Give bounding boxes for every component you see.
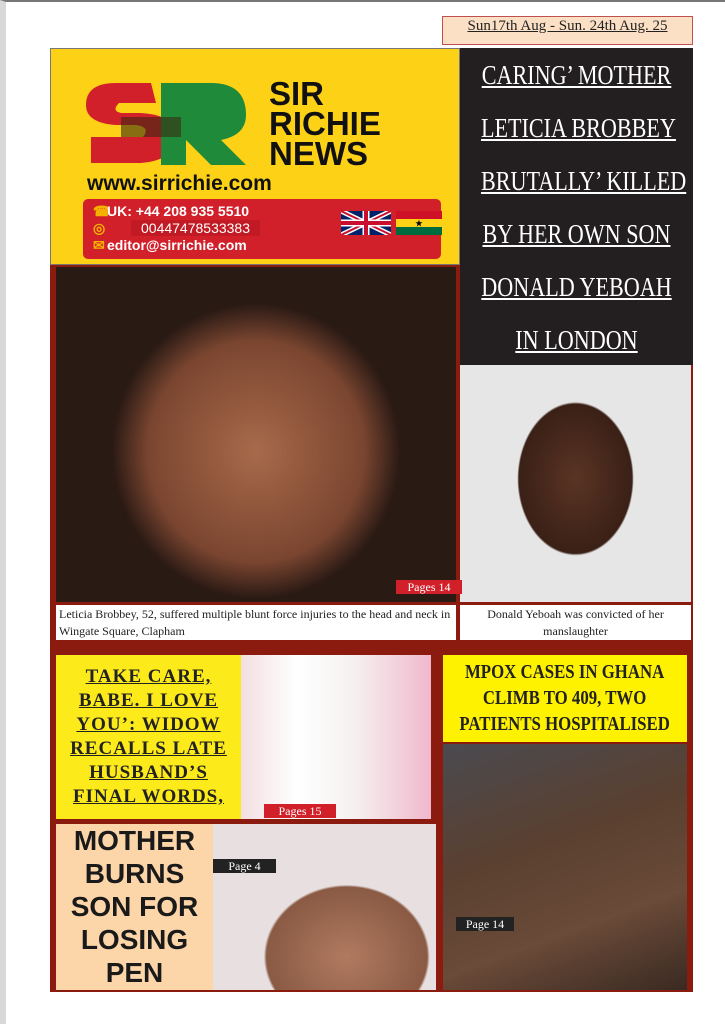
lead-headline-line[interactable]: BY HER OWN SON bbox=[482, 219, 671, 249]
lead-headline-line[interactable]: CARING’ MOTHER bbox=[481, 60, 672, 90]
sr-logo bbox=[81, 75, 251, 170]
brand-line: RICHIE bbox=[269, 105, 381, 142]
mother-headline-line: LOSING bbox=[80, 924, 189, 955]
page-label[interactable]: Pages 15 bbox=[264, 804, 336, 818]
brand-name bbox=[269, 75, 381, 172]
photo-caption: Donald Yeboah was convicted of her manslaughter bbox=[460, 605, 691, 640]
phone-icon: ☎ bbox=[93, 203, 111, 219]
contact-box bbox=[83, 199, 441, 259]
whatsapp-number: 00447478533383 bbox=[131, 220, 260, 236]
widow-headline-box[interactable] bbox=[56, 655, 241, 819]
ghana-flag-icon bbox=[396, 211, 442, 235]
page-label[interactable]: Page 4 bbox=[213, 859, 276, 873]
lead-headline-line[interactable]: BRUTALLY’ KILLED bbox=[480, 166, 687, 196]
photo-caption: Leticia Brobbey, 52, suffered multiple blunt force injuries to the head and neck in Wingate Square, Clapham bbox=[56, 605, 456, 640]
mother-headline-line: BURNS bbox=[84, 858, 185, 889]
email-icon: ✉ bbox=[93, 237, 105, 253]
mother-headline-line: PEN bbox=[105, 957, 164, 988]
website-link[interactable]: www.sirrichie.com bbox=[87, 172, 272, 195]
uk-flag-icon bbox=[341, 211, 391, 235]
brand-line: NEWS bbox=[269, 135, 368, 172]
donald-yeboah-photo[interactable] bbox=[460, 365, 691, 602]
page-label[interactable]: Pages 14 bbox=[396, 580, 462, 594]
mother-headline-line: MOTHER bbox=[73, 825, 196, 856]
mpox-headline[interactable] bbox=[443, 655, 687, 742]
mpox-photo[interactable] bbox=[443, 744, 687, 990]
whatsapp-icon: ◎ bbox=[93, 220, 106, 236]
email: editor@sirrichie.com bbox=[107, 237, 247, 253]
brand-line: SIR bbox=[269, 75, 325, 112]
widow-headline-line: FINAL WORDS, bbox=[72, 786, 224, 807]
widow-headline-line: HUSBAND’S bbox=[89, 762, 208, 783]
svg-text:★: ★ bbox=[415, 219, 423, 228]
burned-son-photo[interactable] bbox=[213, 824, 436, 990]
widow-headline-line: YOU’: WIDOW bbox=[76, 714, 221, 735]
masthead bbox=[50, 48, 460, 265]
lead-headline-line[interactable]: LETICIA BROBBEY bbox=[480, 113, 676, 143]
widow-headline-line: TAKE CARE, bbox=[85, 666, 212, 687]
lead-headline-line[interactable]: IN LONDON bbox=[515, 325, 638, 355]
widow-headline-line: BABE. I LOVE bbox=[78, 690, 219, 711]
widow-couple-photo[interactable] bbox=[241, 655, 431, 819]
lead-headline-panel bbox=[460, 48, 693, 365]
lead-headline-line[interactable]: DONALD YEBOAH bbox=[481, 272, 672, 302]
leticia-brobbey-photo[interactable] bbox=[56, 267, 456, 602]
page-label[interactable]: Page 14 bbox=[456, 917, 514, 931]
widow-headline-line: RECALLS LATE bbox=[70, 738, 227, 759]
phone-uk: UK: +44 208 935 5510 bbox=[107, 203, 250, 219]
mother-headline-line: SON FOR bbox=[70, 891, 199, 922]
mother-headline-box[interactable] bbox=[56, 824, 213, 990]
issue-date: Sun17th Aug - Sun. 24th Aug. 25 bbox=[442, 16, 693, 45]
mpox-headline-text: MPOX CASES IN GHANA CLIMB TO 409, TWO PATIENTS HOSPITALISED bbox=[459, 661, 670, 735]
